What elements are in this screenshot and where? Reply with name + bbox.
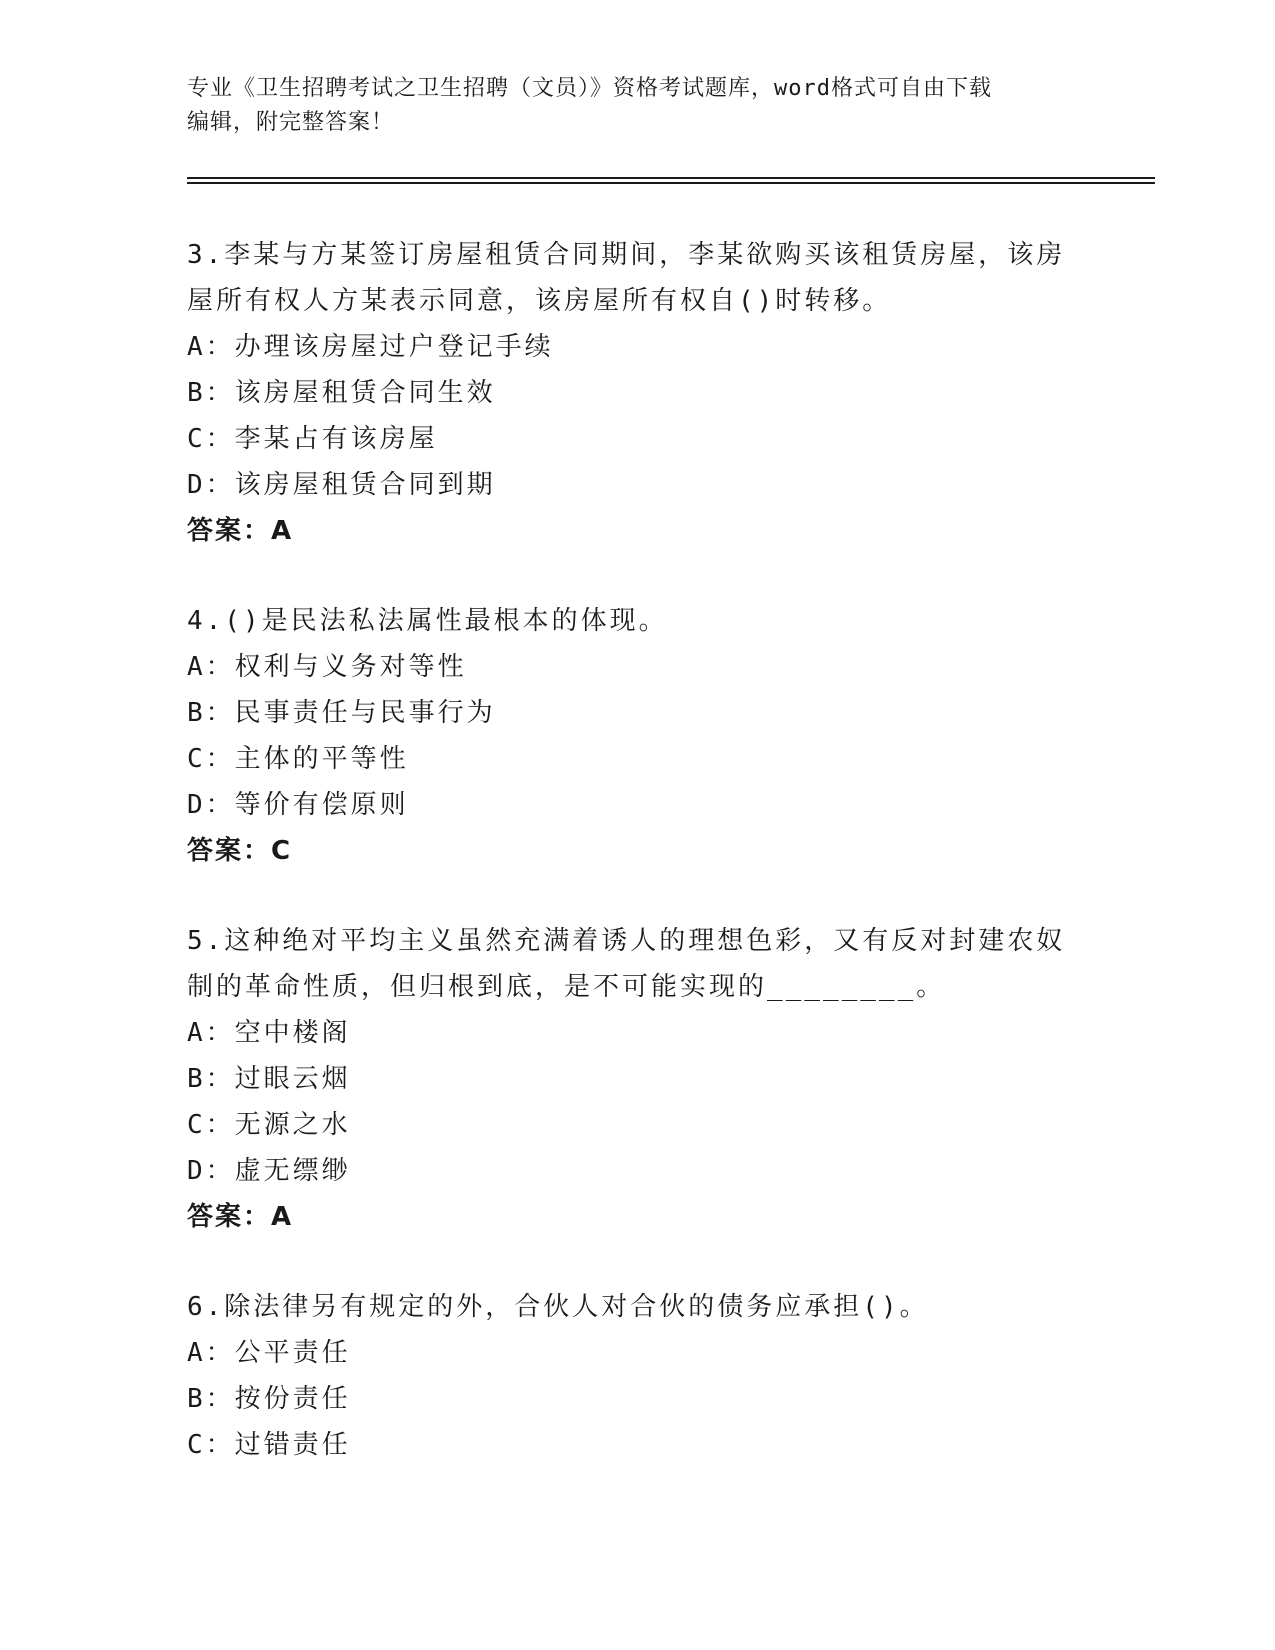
header-divider-bottom [187,182,1155,184]
option-text: 过眼云烟 [234,1064,351,1094]
option-text: 办理该房屋过户登记手续 [234,332,554,362]
question-text-line: 屋所有权人方某表示同意，该房屋所有权自()时转移。 [187,286,892,316]
option-text: 该房屋租赁合同到期 [234,470,496,500]
option-text: 过错责任 [234,1430,351,1460]
question-block [187,1284,1087,1468]
answer-line: 答案：A [187,1202,294,1232]
option-key: A： [187,652,235,682]
option-c [187,1422,1087,1468]
option-text: 主体的平等性 [234,744,409,774]
option-a [187,644,1087,690]
option-text: 空中楼阁 [234,1018,351,1048]
option-c [187,416,1087,462]
question-text-line: 制的革命性质，但归根到底，是不可能实现的________。 [187,972,946,1002]
option-b [187,690,1087,736]
option-key: B： [187,698,235,728]
option-c [187,736,1087,782]
option-text: 等价有偿原则 [234,790,409,820]
question-text-line: 3.李某与方某签订房屋租赁合同期间，李某欲购买该租赁房屋，该房 [187,240,1066,270]
option-key: C： [187,1110,235,1140]
option-text: 李某占有该房屋 [234,424,438,454]
option-c [187,1102,1087,1148]
option-b [187,370,1087,416]
question-list [187,232,1087,1512]
header-divider-top [187,177,1155,179]
option-key: A： [187,1338,235,1368]
option-key: D： [187,790,235,820]
answer-line: 答案：C [187,836,293,866]
option-key: B： [187,1384,235,1414]
option-key: B： [187,378,235,408]
header-line-2: 编辑，附完整答案！ [187,110,395,135]
option-key: A： [187,332,235,362]
option-text: 虚无缥缈 [234,1156,351,1186]
option-b [187,1376,1087,1422]
option-d [187,462,1087,508]
option-b [187,1056,1087,1102]
option-key: A： [187,1018,235,1048]
option-text: 按份责任 [234,1384,351,1414]
option-a [187,324,1087,370]
option-key: D： [187,1156,235,1186]
question-block [187,598,1087,874]
option-text: 无源之水 [234,1110,351,1140]
option-d [187,1148,1087,1194]
document-header [187,72,1087,140]
option-d [187,782,1087,828]
option-a [187,1330,1087,1376]
question-text-line: 5.这种绝对平均主义虽然充满着诱人的理想色彩，又有反对封建农奴 [187,926,1066,956]
option-key: B： [187,1064,235,1094]
header-line-1: 专业《卫生招聘考试之卫生招聘（文员）》资格考试题库，word格式可自由下载 [187,76,992,101]
option-text: 民事责任与民事行为 [234,698,496,728]
option-key: D： [187,470,235,500]
question-text-line: 4.()是民法私法属性最根本的体现。 [187,606,668,636]
option-text: 该房屋租赁合同生效 [234,378,496,408]
option-text: 公平责任 [234,1338,351,1368]
option-text: 权利与义务对等性 [234,652,467,682]
question-block [187,232,1087,554]
question-block [187,918,1087,1240]
answer-line: 答案：A [187,516,294,546]
option-a [187,1010,1087,1056]
option-key: C： [187,424,235,454]
option-key: C： [187,744,235,774]
question-text-line: 6.除法律另有规定的外，合伙人对合伙的债务应承担()。 [187,1292,929,1322]
option-key: C： [187,1430,235,1460]
